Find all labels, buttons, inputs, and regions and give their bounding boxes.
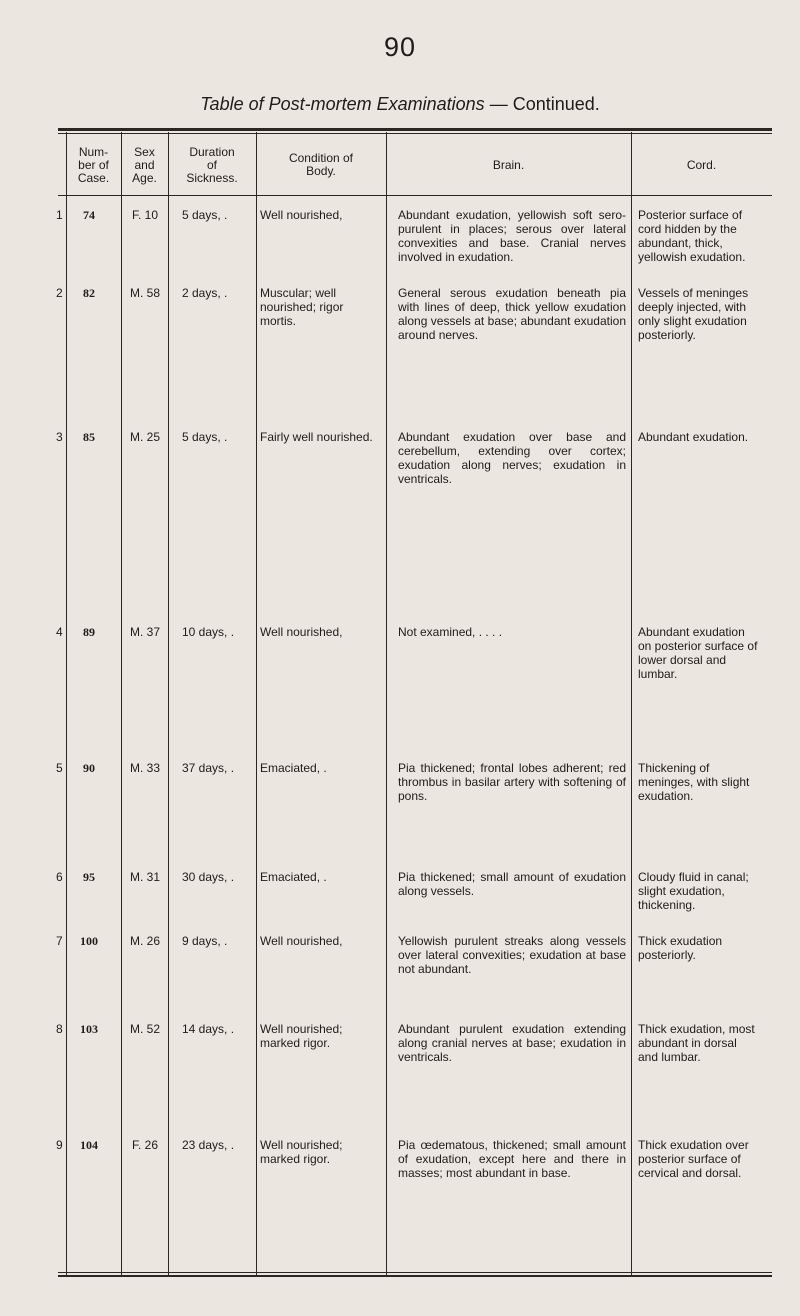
- case-number: 89: [83, 625, 95, 639]
- sex-age: F. 10: [131, 208, 158, 222]
- cord-findings: Thick exudation over posterior surface of cervical and dorsal.: [638, 1138, 749, 1180]
- duration: 14 days, .: [182, 1022, 235, 1036]
- table-bottom-rule: [58, 1272, 772, 1277]
- brain-findings: Pia thickened; frontal lobes adherent; red thrombus in basilar artery with softening of pons.: [398, 761, 626, 803]
- header-condition: Condition of Body.: [288, 151, 354, 178]
- column-divider: [66, 132, 67, 1276]
- column-divider: [256, 132, 257, 1276]
- case-number: 82: [83, 286, 95, 300]
- case-number: 104: [80, 1138, 98, 1152]
- cord-findings: Vessels of meninges deeply injected, with only slight exudation posteriorly.: [638, 286, 749, 342]
- sex-age: M. 25: [129, 430, 160, 444]
- condition: Well nourished,: [260, 934, 343, 948]
- row-index: 2: [56, 286, 63, 300]
- case-number: 90: [83, 761, 95, 775]
- sex-age: M. 26: [129, 934, 160, 948]
- case-number: 100: [80, 934, 98, 948]
- brain-findings: Abundant exudation, yellowish soft sero-purulent in places; serous over lateral convexities and base. Cranial nerves involved in exudation.: [398, 208, 626, 264]
- case-number: 103: [80, 1022, 98, 1036]
- table-title-main: Table of Post-mortem Examinations: [200, 94, 485, 114]
- duration: 10 days, .: [182, 625, 235, 639]
- row-index: 4: [56, 625, 63, 639]
- header-sex-age: Sex and Age.: [132, 144, 157, 185]
- column-divider: [386, 132, 387, 1276]
- cord-findings: Posterior surface of cord hidden by the abundant, thick, yellowish exudation.: [638, 208, 746, 264]
- cord-findings: Abundant exudation on posterior surface of lower dorsal and lumbar.: [638, 625, 758, 681]
- case-number: 74: [83, 208, 95, 222]
- cord-findings: Thickening of meninges, with slight exudation.: [638, 761, 750, 803]
- condition: Emaciated, .: [260, 761, 327, 775]
- duration: 30 days, .: [182, 870, 235, 884]
- header-cord: Cord.: [686, 157, 717, 172]
- brain-findings: Not examined, . . . .: [398, 625, 503, 639]
- header-duration: Duration of Sickness.: [186, 144, 238, 185]
- row-index: 7: [56, 934, 63, 948]
- duration: 9 days, .: [182, 934, 228, 948]
- header-divider: [58, 195, 772, 196]
- column-divider: [631, 132, 632, 1276]
- column-divider: [168, 132, 169, 1276]
- brain-findings: General serous exudation beneath pia with lines of deep, thick yellow exudation along vessels at base; abundant exudation around nerves.: [398, 286, 626, 342]
- condition: Emaciated, .: [260, 870, 327, 884]
- condition: Fairly well nourished.: [260, 430, 373, 444]
- case-number: 95: [83, 870, 95, 884]
- cord-findings: Thick exudation, most abundant in dorsal and lumbar.: [638, 1022, 755, 1064]
- brain-findings: Abundant exudation over base and cerebellum, extending over cortex; exudation along nerves; exudation in ventricals.: [398, 430, 626, 486]
- row-index: 8: [56, 1022, 63, 1036]
- cord-findings: Thick exudation posteriorly.: [638, 934, 723, 962]
- duration: 23 days, .: [182, 1138, 235, 1152]
- header-brain: Brain.: [492, 157, 525, 172]
- condition: Well nourished,: [260, 625, 343, 639]
- duration: 5 days, .: [182, 430, 228, 444]
- sex-age: M. 31: [129, 870, 160, 884]
- row-index: 9: [56, 1138, 63, 1152]
- column-divider: [121, 132, 122, 1276]
- case-number: 85: [83, 430, 95, 444]
- row-index: 3: [56, 430, 63, 444]
- cord-findings: Abundant exudation.: [638, 430, 749, 444]
- brain-findings: Pia œdematous, thickened; small amount of exudation, except here and there in masses; most abundant in base.: [398, 1138, 626, 1180]
- sex-age: M. 52: [129, 1022, 160, 1036]
- sex-age: M. 37: [129, 625, 160, 639]
- brain-findings: Yellowish purulent streaks along vessels over lateral convexities; exudation at base not abundant.: [398, 934, 626, 976]
- sex-age: M. 33: [129, 761, 160, 775]
- row-index: 6: [56, 870, 63, 884]
- cord-findings: Cloudy fluid in canal; slight exudation, thickening.: [638, 870, 749, 912]
- condition: Muscular; well nourished; rigor mortis.: [260, 286, 344, 328]
- table-title-continued: — Continued.: [484, 94, 600, 114]
- duration: 5 days, .: [182, 208, 228, 222]
- condition: Well nourished,: [260, 208, 343, 222]
- sex-age: M. 58: [129, 286, 160, 300]
- condition: Well nourished; marked rigor.: [260, 1022, 343, 1050]
- brain-findings: Pia thickened; small amount of exudation along vessels.: [398, 870, 626, 898]
- page-number: 90: [383, 32, 417, 62]
- table-title: [0, 94, 800, 115]
- header-case-number: Num- ber of Case.: [77, 144, 110, 185]
- row-index: 1: [56, 208, 63, 222]
- table-top-rule: [58, 128, 772, 134]
- condition: Well nourished; marked rigor.: [260, 1138, 343, 1166]
- brain-findings: Abundant purulent exudation extending along cranial nerves at base; exudation in ventricals.: [398, 1022, 626, 1064]
- sex-age: F. 26: [131, 1138, 158, 1152]
- row-index: 5: [56, 761, 63, 775]
- duration: 2 days, .: [182, 286, 228, 300]
- duration: 37 days, .: [182, 761, 235, 775]
